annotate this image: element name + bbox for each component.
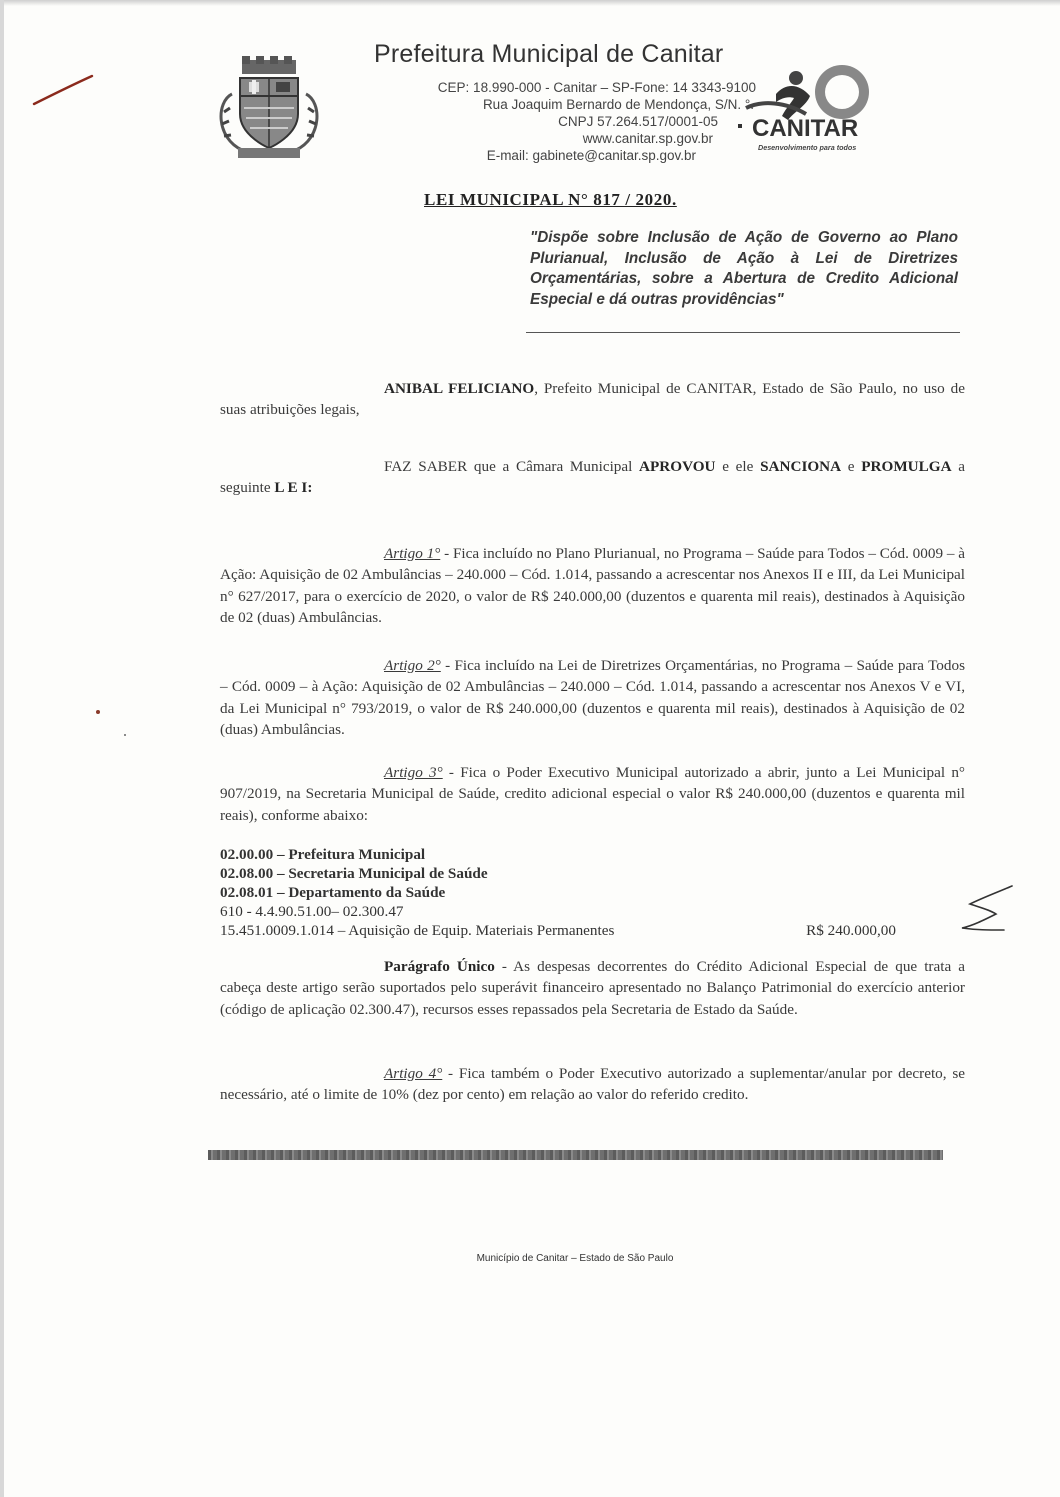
lei-word: L E I: (274, 479, 313, 497)
municipal-coat-of-arms-icon (212, 52, 326, 160)
budget-allocation (220, 845, 920, 940)
article-1 (220, 543, 965, 628)
budget-line-prefeitura: 02.00.00 – Prefeitura Municipal (220, 846, 426, 863)
article-4-text: - Fica também o Poder Executivo autorizado a suplementar/anular por decreto, se necessário, até o limite de 10% (dez por cento) em relação ao valor do referido credito. (220, 1065, 965, 1104)
bottom-rule (208, 1150, 943, 1160)
mayor-name: ANIBAL FELICIANO (384, 380, 535, 397)
article-1-label: Artigo 1° (384, 545, 441, 562)
sanciona-word: SANCIONA (760, 458, 842, 475)
faz-saber-text-3: e (841, 458, 862, 475)
header-cnpj: CNPJ 57.264.517/0001-05 (558, 114, 718, 129)
budget-amount: R$ 240.000,00 (806, 922, 896, 939)
faz-saber-text-2: e ele (715, 458, 761, 475)
mayor-text: , Prefeito Municipal de CANITAR, Estado de São Paulo, no uso de suas atribuições legais, (220, 380, 965, 419)
logo-slogan: Desenvolvimento para todos (758, 143, 857, 152)
paragrafo-unico-label: Parágrafo Único (384, 958, 495, 975)
article-4 (220, 1063, 965, 1106)
budget-item-line: 15.451.0009.1.014 – Aquisição de Equip. Materiais Permanentes (220, 922, 615, 939)
faz-saber-text-4: a seguinte (220, 458, 965, 497)
header-website: www.canitar.sp.gov.br (582, 131, 713, 146)
article-3-label: Artigo 3° (384, 764, 443, 781)
law-ementa: "Dispõe sobre Inclusão de Ação de Governo ao Plano Plurianual, Inclusão de Ação à Lei de Diretrizes Orçamentárias, sobre a Abertura de Credito Adicional Especial e dá outras providências" (530, 229, 958, 308)
page-footer: Município de Canitar – Estado de São Paulo (476, 1253, 674, 1264)
scan-edge (0, 0, 1060, 6)
promulga-word: PROMULGA (861, 458, 952, 475)
preamble-mayor (220, 378, 965, 421)
budget-code-line: 610 - 4.4.90.51.00– 02.300.47 (220, 903, 404, 920)
article-3-text: - Fica o Poder Executivo Municipal autorizado a abrir, junto a Lei Municipal n° 907/2019, na Secretaria Municipal de Saúde, credito adicional especial o valor R$ 240.000,00 (duzentos e quarenta mil reais), conforme abaixo: (220, 764, 965, 824)
paragrafo-unico-text: - As despesas decorrentes do Crédito Adicional Especial de que trata a cabeça deste artigo serão suportados pelo superávit financeiro apresentado no Balanço Patrimonial do exercício anterior (código de aplicação 02.300.47), recursos esses repassados pela Secretaria de Estado da Saúde. (220, 958, 965, 1018)
article-2-text: - Fica incluído na Lei de Diretrizes Orçamentárias, no Programa – Saúde para Todos – Cód. 0009 – à Ação: Aquisição de 02 Ambulâncias – 240.000 – Cód. 1.014, passando a acrescentar nos Anexos V e VI, da Lei Municipal n° 793/2019, o valor de R$ 240.000,00 (duzentos e quarenta mil reais), destinados à Aquisição de 02 (duas) Ambulâncias. (220, 657, 965, 738)
scan-left-edge (0, 0, 4, 1497)
handwritten-initial-mark (952, 880, 1022, 940)
law-title: LEI MUNICIPAL N° 817 / 2020. (424, 190, 677, 209)
canitar-logo (736, 62, 906, 154)
faz-saber-text: FAZ SABER que a Câmara Municipal (384, 458, 640, 475)
header-address: Rua Joaquim Bernardo de Mendonça, S/N. °. (482, 97, 754, 112)
article-2-label: Artigo 2° (384, 657, 441, 674)
paragrafo-unico (220, 956, 965, 1020)
article-2 (220, 655, 965, 740)
pen-mark-icon (30, 70, 110, 110)
aprovou-word: APROVOU (639, 458, 716, 475)
article-1-text: - Fica incluído no Plano Plurianual, no Programa – Saúde para Todos – Cód. 0009 – à Ação: Aquisição de 02 Ambulâncias – 240.000 – Cód. 1.014, passando a acrescentar nos Anexos II e III, da Lei Municipal n° 627/2017, para o exercício de 2020, o valor de R$ 240.000,00 (duzentos e quarenta mil reais), destinados à Aquisição de 02 (duas) Ambulâncias. (220, 545, 965, 626)
scan-speck (96, 710, 100, 714)
budget-line-departamento: 02.08.01 – Departamento da Saúde (220, 884, 446, 901)
header-cep-phone: CEP: 18.990-000 - Canitar – SP-Fone: 14 3343-9100 (437, 80, 756, 95)
scan-speck (124, 734, 126, 736)
budget-line-secretaria: 02.08.00 – Secretaria Municipal de Saúde (220, 865, 488, 882)
municipality-title: Prefeitura Municipal de Canitar (374, 40, 724, 68)
article-3 (220, 762, 965, 826)
preamble-faz-saber (220, 456, 965, 499)
article-4-label: Artigo 4° (384, 1065, 443, 1082)
ementa-rule (526, 332, 960, 333)
logo-name: CANITAR (752, 115, 859, 142)
header-email: E-mail: gabinete@canitar.sp.gov.br (486, 148, 696, 163)
